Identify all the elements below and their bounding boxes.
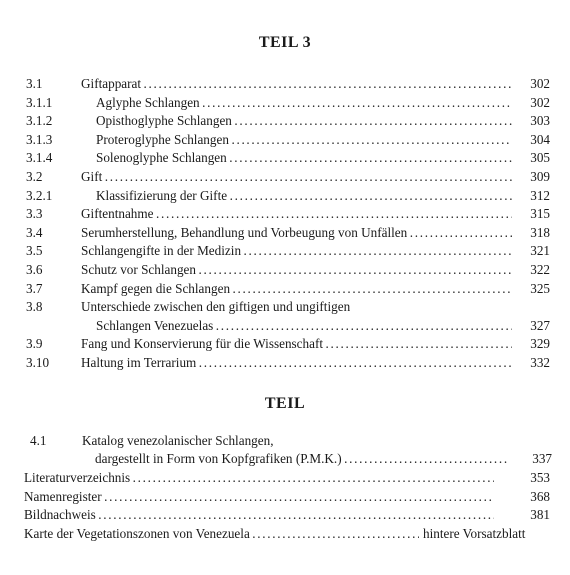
toc-entry-number: 3.3 bbox=[26, 206, 43, 222]
toc-entry-title: Aglyphe Schlangen . . . bbox=[96, 94, 520, 112]
toc-entry-title: Schlangengifte in der Medizin . . . bbox=[81, 242, 520, 260]
toc-entry-page: 337 bbox=[508, 450, 552, 468]
toc-entry-title: Opisthoglyphe Schlangen . . . bbox=[96, 112, 520, 130]
toc-entry[interactable] bbox=[0, 205, 570, 223]
toc-entry-page: 321 bbox=[512, 242, 550, 260]
toc-entry-title: Katalog venezolanischer Schlangen, bbox=[82, 433, 274, 448]
toc-entry-page: 325 bbox=[512, 280, 550, 298]
toc-entry-page: 327 bbox=[512, 317, 550, 335]
toc-entry-page: 303 bbox=[512, 112, 550, 130]
toc-entry-page: 322 bbox=[512, 261, 550, 279]
toc-entry-number: 3.5 bbox=[26, 243, 43, 259]
toc-entry-continuation[interactable] bbox=[0, 317, 570, 335]
toc-entry-title: Unterschiede zwischen den giftigen und ungiftigen bbox=[81, 299, 351, 315]
toc-entry[interactable] bbox=[0, 224, 570, 242]
toc-entry-number: 3.1 bbox=[26, 76, 43, 91]
toc-entry[interactable] bbox=[0, 75, 570, 93]
toc-entry-number: 3.1.4 bbox=[26, 150, 53, 166]
toc-entry-page: 302 bbox=[512, 75, 550, 93]
toc-entry-number: 3.2 bbox=[26, 169, 43, 184]
appendix-entry-title: Karte der Vegetationszonen von Venezuela . . . bbox=[24, 525, 419, 543]
toc-entry[interactable] bbox=[0, 432, 570, 450]
toc-entry-title: Haltung im Terrarium . . . bbox=[81, 354, 520, 372]
appendix-entry[interactable] bbox=[0, 488, 570, 506]
toc-entry-page: 332 bbox=[512, 354, 550, 372]
toc-entry-title: Giftentnahme . . . bbox=[81, 205, 520, 223]
toc-entry-page: 315 bbox=[512, 205, 550, 223]
toc-entry-number: 3.9 bbox=[26, 336, 43, 352]
toc-entry[interactable] bbox=[0, 187, 570, 205]
toc-entry-number: 3.6 bbox=[26, 262, 43, 277]
toc-entry-title: Serumherstellung, Behandlung und Vorbeugung von Unfällen . . . bbox=[81, 224, 520, 242]
toc-entry-title-continued: Schlangen Venezuelas . . . bbox=[96, 317, 520, 335]
toc-entry-page: 329 bbox=[512, 335, 550, 353]
toc-entry-page: 302 bbox=[512, 94, 550, 112]
appendix-entry-title: Bildnachweis . . . bbox=[24, 506, 494, 524]
toc-entry-title-continued: dargestellt in Form von Kopfgrafiken (P.M.K.) . . . bbox=[95, 450, 515, 468]
appendix-entry-page: 381 bbox=[512, 506, 550, 524]
appendix-entry[interactable] bbox=[0, 525, 570, 543]
toc-entry-title: Giftapparat . . . bbox=[81, 75, 520, 93]
appendix-entry-page: hintere Vorsatzblatt bbox=[420, 525, 525, 543]
toc-entry-title: Solenoglyphe Schlangen . . . bbox=[96, 149, 520, 167]
toc-entry-page: 305 bbox=[512, 149, 550, 167]
appendix-entry-page: 368 bbox=[512, 488, 550, 506]
appendix-entry-page: 353 bbox=[512, 469, 550, 487]
toc-entry-title: Gift . . . bbox=[81, 168, 520, 186]
toc-entry[interactable] bbox=[0, 280, 570, 298]
toc-entry[interactable] bbox=[0, 168, 570, 186]
toc-entry-number: 3.8 bbox=[26, 299, 43, 315]
toc-entry-title: Kampf gegen die Schlangen . . . bbox=[81, 280, 520, 298]
part4-heading: TEIL bbox=[264, 395, 306, 412]
toc-entry[interactable] bbox=[0, 112, 570, 130]
appendix-entry[interactable] bbox=[0, 469, 570, 487]
toc-entry[interactable] bbox=[0, 261, 570, 279]
toc-entry-page: 304 bbox=[512, 131, 550, 149]
toc-entry-title: Proteroglyphe Schlangen . . . bbox=[96, 131, 520, 149]
toc-entry-page: 312 bbox=[512, 187, 550, 205]
toc-entry[interactable] bbox=[0, 298, 570, 316]
toc-entry[interactable] bbox=[0, 149, 570, 167]
toc-entry-page: 318 bbox=[512, 224, 550, 242]
toc-entry[interactable] bbox=[0, 354, 570, 372]
toc-entry-number: 3.4 bbox=[26, 224, 43, 240]
toc-entry-title: Fang und Konservierung für die Wissenschaft . . . bbox=[81, 335, 520, 353]
toc-entry-page: 309 bbox=[512, 168, 550, 186]
toc-entry[interactable] bbox=[0, 131, 570, 149]
toc-entry[interactable] bbox=[0, 335, 570, 353]
appendix-entry[interactable] bbox=[0, 506, 570, 524]
toc-entry-number: 3.2.1 bbox=[26, 187, 53, 203]
toc-entry-title: Schutz vor Schlangen . . . bbox=[81, 261, 520, 279]
toc-entry-number: 3.1.3 bbox=[26, 131, 53, 147]
toc-entry-number: 3.1.2 bbox=[26, 113, 53, 129]
part3-heading: TEIL 3 bbox=[258, 34, 312, 51]
toc-entry-number: 3.7 bbox=[26, 280, 43, 296]
toc-entry[interactable] bbox=[0, 242, 570, 260]
toc-entry-number: 3.1.1 bbox=[26, 94, 53, 110]
appendix-entry-title: Namenregister . . . bbox=[24, 488, 494, 506]
toc-entry-number: 3.10 bbox=[26, 355, 50, 370]
toc-entry[interactable] bbox=[0, 94, 570, 112]
toc-entry-number: 4.1 bbox=[30, 433, 47, 448]
toc-entry-title: Klassifizierung der Gifte . . . bbox=[96, 187, 520, 205]
appendix-entry-title: Literaturverzeichnis . . . bbox=[24, 469, 494, 487]
toc-entry-continuation[interactable] bbox=[0, 450, 570, 468]
